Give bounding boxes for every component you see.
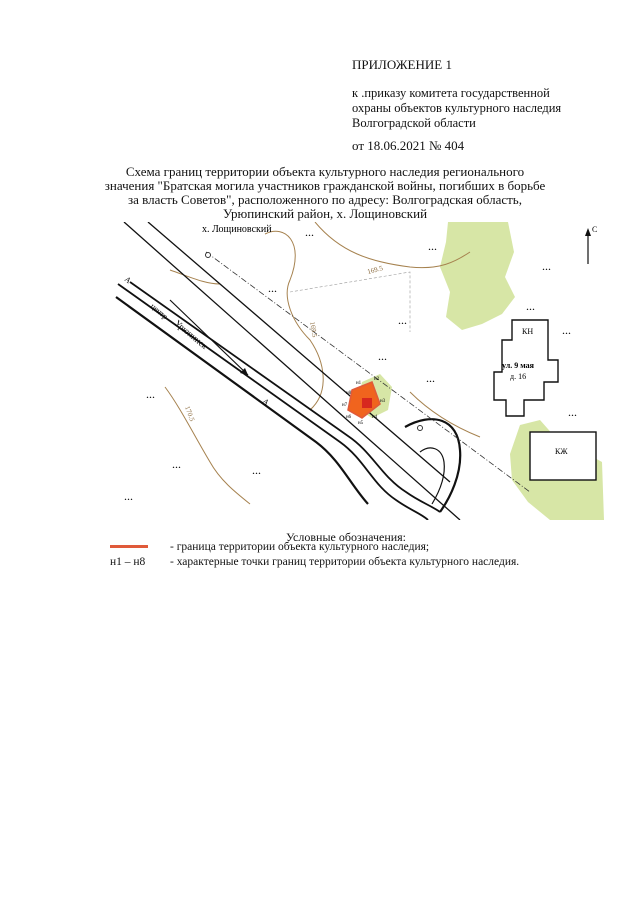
legend-points-text: - характерные точки границ территории объекта культурного наследия. xyxy=(170,556,520,568)
order-reference xyxy=(352,86,561,131)
road-label-uryupinsk: Урюпинск xyxy=(172,317,210,352)
point-n2: н2 xyxy=(374,377,380,382)
map-dots: ... xyxy=(305,225,314,239)
road-edge-4 xyxy=(130,282,440,512)
map-dots: ... xyxy=(398,313,407,327)
order-date: от 18.06.2021 № 404 xyxy=(352,138,465,153)
map-dots: ... xyxy=(568,405,577,419)
road-marker-a-1: А xyxy=(122,274,133,286)
road-edge-6 xyxy=(405,419,460,512)
road-marker-a-2: А xyxy=(260,396,271,408)
map-dots: ... xyxy=(252,463,261,477)
title-line: Схема границ территории объекта культурного наследия регионального xyxy=(125,164,525,179)
map-dots: ... xyxy=(172,457,181,471)
title-line: значения "Братская могила участников гражданской войны, погибших в борьбе xyxy=(104,178,546,193)
contour-label-1: 169.5 xyxy=(366,264,384,276)
order-line: к .приказу комитета государственной xyxy=(352,86,550,100)
contour-label-2: 169.5 xyxy=(308,320,319,338)
map-dots: ... xyxy=(268,281,277,295)
house-number-label: д. 16 xyxy=(510,372,527,381)
building-kzh xyxy=(530,432,596,480)
scheme-title xyxy=(40,165,610,221)
map-dots: ... xyxy=(562,323,571,337)
contour-label-3: 170.5 xyxy=(183,404,197,423)
point-n3: н3 xyxy=(380,399,386,404)
map-dots: ... xyxy=(526,299,535,313)
legend-points-symbol: н1 – н8 xyxy=(110,556,146,568)
building-kzh-label: КЖ xyxy=(555,447,568,456)
map-dots: ... xyxy=(542,259,551,273)
point-n8: н8 xyxy=(346,391,352,396)
boundary-map xyxy=(110,222,615,520)
north-arrowhead xyxy=(585,228,591,236)
point-n4: н4 xyxy=(372,415,378,420)
point-n6: н6 xyxy=(346,415,352,420)
street-label: ул. 9 мая xyxy=(502,361,535,370)
point-n1: н1 xyxy=(356,381,362,386)
north-label: С xyxy=(592,225,598,234)
title-line: за власть Советов", расположенного по адресу: Волгоградская область, xyxy=(128,192,522,207)
contour-line-3 xyxy=(165,387,250,504)
appendix-title: ПРИЛОЖЕНИЕ 1 xyxy=(352,57,452,72)
green-area-north xyxy=(440,222,515,330)
legend-boundary-symbol xyxy=(110,545,148,548)
point-n5: н5 xyxy=(358,421,364,426)
legend-boundary-text: - граница территории объекта культурного наследия; xyxy=(170,541,430,553)
order-line: Волгоградской области xyxy=(352,116,476,130)
road-label-center: центр xyxy=(148,301,170,322)
map-dots: ... xyxy=(378,349,387,363)
utility-node-1 xyxy=(206,253,211,258)
memorial-site xyxy=(362,398,372,408)
map-dots: ... xyxy=(124,489,133,503)
order-line: охраны объектов культурного наследия xyxy=(352,101,562,115)
utility-node-2 xyxy=(418,426,423,431)
map-dots: ... xyxy=(426,371,435,385)
settlement-label: х. Лощиновский xyxy=(202,224,272,235)
title-line: Урюпинский район, х. Лощиновский xyxy=(222,206,428,221)
legend-heading: Условные обозначения: xyxy=(286,530,407,544)
map-dots: ... xyxy=(428,239,437,253)
map-dots: ... xyxy=(146,387,155,401)
point-n7: н7 xyxy=(342,403,348,408)
building-kn-label: КН xyxy=(522,327,534,336)
property-line xyxy=(290,272,410,332)
